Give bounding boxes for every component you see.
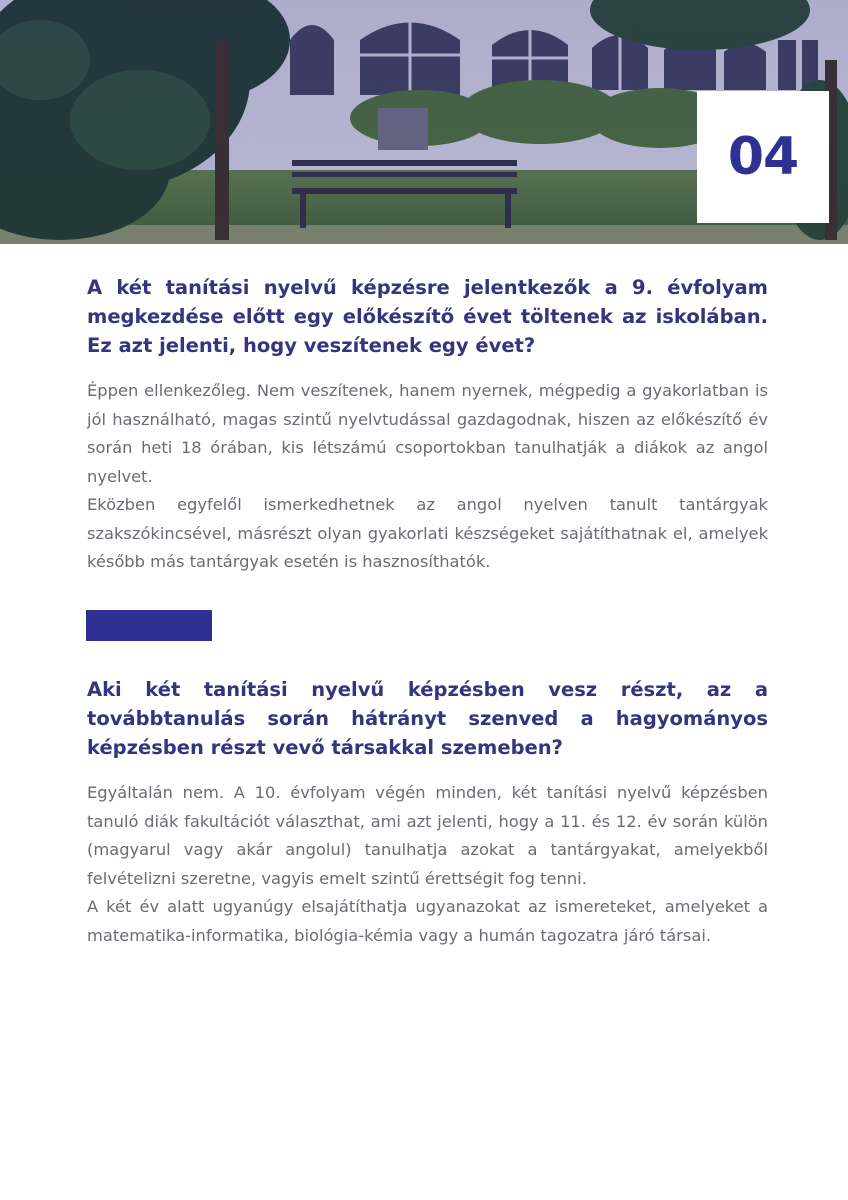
answer-paragraph: Éppen ellenkezőleg. Nem veszítenek, hanem nyernek, mégpedig a gyakorlatban is jól használható, magas szintű nyelvtudással gazdagodnak, hiszen az előkészítő év során heti 18 órában, kis létszámú csoportokban tanulhatják a diákok az angol nyelvet. [87, 381, 768, 486]
faq-section-preparatory-year [87, 273, 768, 577]
answer-paragraph: Egyáltalán nem. A 10. évfolyam végén minden, két tanítási nyelvű képzésben tanuló diák fakultációt választhat, ami azt jelenti, hogy a 11. és 12. év során külön (magyarul vagy akár angolul) tanulhatja azokat a tantárgyakat, amelyekből felvételizni szeretne, vagyis emelt szintű érettségit fog tenni. [87, 783, 768, 888]
hero-photo [0, 0, 848, 244]
answer-paragraph: Eközben egyfelől ismerkedhetnek az angol nyelven tanult tantárgyak szakszókincsével, másrészt olyan gyakorlati készségeket sajátíthatnak el, amelyek később más tantárgyak esetén is hasznosíthatók. [87, 495, 768, 571]
page-number-badge [697, 91, 829, 223]
question-heading: Aki két tanítási nyelvű képzésben vesz részt, az a továbbtanulás során hátrányt szenved a hagyományos képzésben részt vevő társakkal szemeben? [87, 678, 768, 759]
faq-section-further-studies [87, 675, 768, 950]
section-divider-bar [86, 610, 212, 641]
answer-paragraph: A két év alatt ugyanúgy elsajátíthatja ugyanazokat az ismereteket, amelyeket a matematika-informatika, biológia-kémia vagy a humán tagozatra járó társai. [87, 897, 768, 945]
page-number: 04 [727, 127, 799, 187]
question-heading: A két tanítási nyelvű képzésre jelentkezők a 9. évfolyam megkezdése előtt egy előkészítő évet töltenek az iskolában. Ez azt jelenti, hogy veszítenek egy évet? [87, 276, 768, 357]
